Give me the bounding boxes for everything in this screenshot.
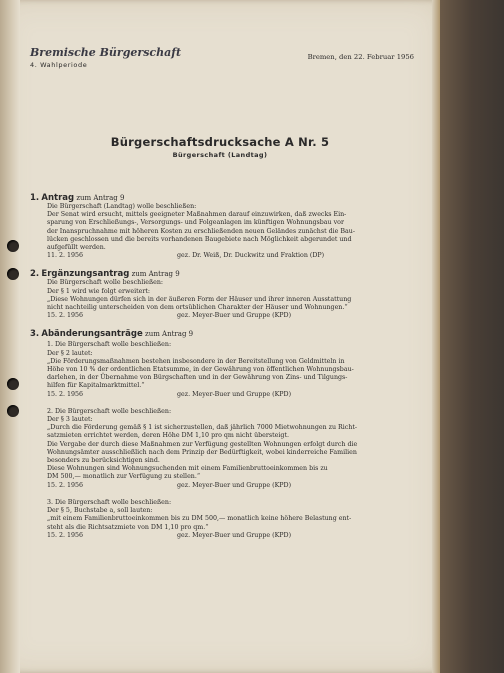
text-line: „Durch die Förderung gemäß § 1 ist sicherzustellen, daß jährlich 7000 Mietwohnungen zu Richt- [47, 424, 358, 432]
section-label: Ergänzungsantrag [41, 269, 130, 280]
item-intro: 3. Die Bürgerschaft wolle beschließen: [47, 498, 172, 506]
text-line: nicht nachteilig unterscheiden von dem ortsüblichen Charakter der Häuser und Wohnungen.“ [47, 304, 348, 312]
signature-name: gez. Meyer-Buer und Gruppe (KPD) [177, 531, 292, 539]
item-intro: 1. Die Bürgerschaft wolle beschließen: [47, 341, 172, 349]
document-subtitle: Bürgerschaft (Landtag) [172, 151, 268, 159]
page-edge [432, 0, 440, 673]
signature-date: 15. 2. 1956 [47, 531, 84, 539]
section-number: 2. [30, 269, 40, 280]
section-heading [30, 193, 410, 203]
signature-line [47, 482, 410, 490]
signature-name: gez. Meyer-Buer und Gruppe (KPD) [177, 390, 292, 398]
scan-background [440, 0, 504, 673]
text-line: „Diese Wohnungen dürfen sich in der äußeren Form der Häuser und ihrer inneren Ausstattung [47, 295, 352, 303]
signature-date: 15. 2. 1956 [47, 312, 84, 320]
text-line: Höhe von 10 % der ordentlichen Etatsumme, in der Gewährung von öffentlichen Wohnungsbau- [47, 366, 354, 374]
amendment-item [47, 499, 410, 540]
punch-hole-icon [7, 405, 19, 417]
punch-hole-icon [7, 378, 19, 390]
document-content [30, 46, 414, 540]
document-title: Bürgerschaftsdrucksache A Nr. 5 [110, 135, 330, 149]
text-line: „mit einem Familienbruttoeinkommen bis zu DM 500,— monatlich keine höhere Belastung ent- [47, 515, 352, 523]
section-ref: zum Antrag 9 [131, 270, 180, 279]
signature-line [47, 312, 410, 320]
text-line: Die Vergabe der durch diese Maßnahmen zur Verfügung gestellten Wohnungen erfolgt durch die [47, 440, 358, 448]
section-ergaenzungsantrag [30, 269, 410, 320]
parliament-name: Bremische Bürgerschaft [30, 46, 182, 59]
section-label: Antrag [41, 193, 75, 203]
date-line: Bremen, den 22. Februar 1956 [307, 53, 414, 61]
signature-date: 15. 2. 1956 [47, 390, 84, 398]
text-line: lücken geschlossen und die bereits vorhandenen Baugebiete nach Möglichkeit abgerundet und [47, 235, 352, 243]
text-line: „Die Förderungsmaßnahmen bestehen insbesondere in der Bereitstellung von Geldmitteln in [47, 357, 345, 365]
text-line: Diese Wohnungen sind Wohnungsuchenden mit einem Familienbruttoeinkommen bis zu [47, 465, 328, 473]
punch-hole-icon [7, 240, 19, 252]
text-line: hilfen für Kapitalmarktmittel.“ [47, 382, 145, 390]
letterhead [30, 46, 414, 69]
punch-hole-icon [7, 268, 19, 280]
signature-name: gez. Meyer-Buer und Gruppe (KPD) [177, 312, 292, 320]
text-line: Wohnungsämter ausschließlich nach dem Prinzip der Bedürftigkeit, wobei kinderreiche Familien [47, 448, 357, 456]
section-heading [30, 269, 410, 279]
section-intro: Die Bürgerschaft (Landtag) wolle beschließen: [47, 203, 197, 210]
signature-line [47, 391, 410, 399]
amendment-item [47, 408, 410, 490]
text-line: besonders zu berücksichtigen sind. [47, 457, 160, 465]
signature-name: gez. Meyer-Buer und Gruppe (KPD) [177, 481, 292, 489]
section-heading [30, 329, 410, 339]
signature-line [47, 252, 410, 260]
item-intro: 2. Die Bürgerschaft wolle beschließen: [47, 407, 172, 415]
item-intro: Der § 5, Buchstabe a, soll lauten: [47, 507, 153, 515]
section-antrag [30, 193, 410, 260]
text-line: aufgefüllt werden. [47, 244, 106, 252]
section-number: 3. [30, 329, 40, 340]
amendment-item [47, 341, 410, 398]
item-intro: Der § 2 lautet: [47, 349, 93, 357]
page-spine [0, 0, 20, 673]
signature-date: 11. 2. 1956 [47, 252, 84, 260]
signature-date: 15. 2. 1956 [47, 481, 84, 489]
text-line: der Inanspruchnahme mit höheren Kosten zu erschließenden neuen Geländes zunächst die Bau- [47, 227, 355, 235]
section-intro: Die Bürgerschaft wolle beschließen: [47, 279, 164, 287]
text-line: darlehen, in der Übernahme von Bürgschaften und in der Gewährung von Zins- und Tilgungs- [47, 374, 348, 382]
section-intro: Der § 1 wird wie folgt erweitert: [47, 287, 151, 295]
section-ref: zum Antrag 9 [145, 330, 194, 339]
text-line: steht als die Richtsatzmiete von DM 1,10 pro qm.“ [47, 523, 209, 531]
section-label: Abänderungsanträge [41, 329, 143, 340]
legislative-period: 4. Wahlperiode [30, 61, 88, 69]
text-line: sparung von Erschließungs-, Versorgungs- und Folgeanlagen im künftigen Wohnungsbau vor [47, 219, 344, 227]
text-line: Der Senat wird ersucht, mittels geeigneter Maßnahmen darauf einzuwirken, daß zwecks Ein- [47, 211, 347, 219]
text-line: DM 500,— monatlich zur Verfügung zu stellen.“ [47, 473, 201, 481]
section-number: 1. [30, 193, 40, 203]
section-abaenderungsantraege [30, 329, 410, 539]
signature-line [47, 532, 410, 540]
signature-name: gez. Dr. Weiß, Dr. Duckwitz und Fraktion (DP) [177, 252, 325, 260]
section-ref: zum Antrag 9 [76, 194, 125, 202]
item-intro: Der § 3 lautet: [47, 416, 93, 424]
text-line: satzmieten errichtet werden, deren Höhe DM 1,10 pro qm nicht übersteigt. [47, 432, 289, 440]
